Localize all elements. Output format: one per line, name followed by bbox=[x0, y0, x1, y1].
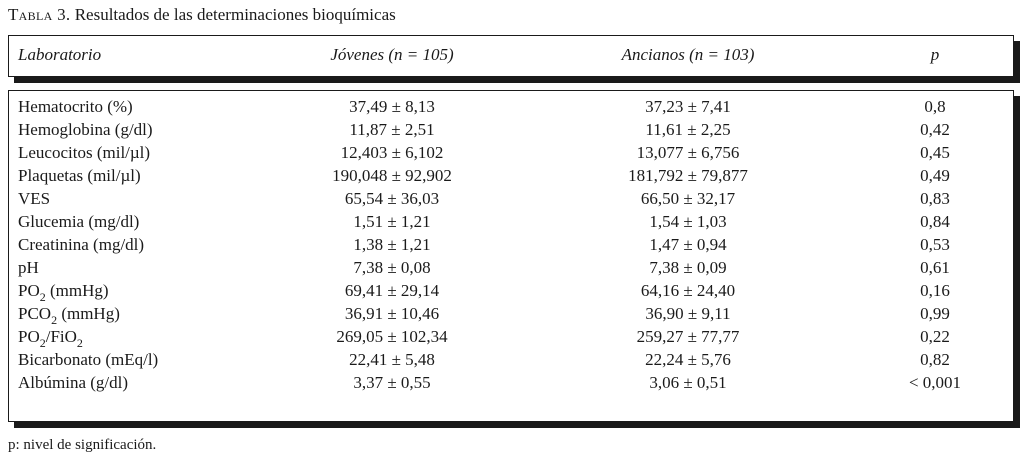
value-ancianos: 22,24 ± 5,76 bbox=[645, 350, 731, 369]
table-footnote: p: nivel de significación. bbox=[8, 437, 157, 453]
table-rows bbox=[9, 96, 1013, 395]
header-p: p bbox=[930, 45, 940, 64]
row-label-part: PO bbox=[18, 281, 40, 300]
value-ancianos: 1,54 ± 1,03 bbox=[649, 212, 727, 231]
row-label: Creatinina (mg/dl) bbox=[18, 235, 145, 254]
value-p: 0,45 bbox=[920, 143, 950, 162]
table-body bbox=[8, 90, 1014, 422]
value-ancianos: 36,90 ± 9,11 bbox=[645, 304, 731, 323]
value-p: 0,16 bbox=[920, 281, 950, 300]
table-row bbox=[9, 326, 1013, 349]
value-jovenes: 12,403 ± 6,102 bbox=[340, 143, 444, 162]
row-label bbox=[18, 303, 120, 325]
header-ancianos: Ancianos (n = 103) bbox=[621, 45, 755, 64]
header-jovenes: Jóvenes (n = 105) bbox=[330, 45, 454, 64]
subscript: 2 bbox=[39, 290, 46, 304]
subscript: 2 bbox=[51, 313, 58, 327]
table-row bbox=[9, 142, 1013, 165]
row-label-part: /FiO bbox=[45, 327, 77, 346]
value-p: 0,53 bbox=[920, 235, 950, 254]
value-ancianos: 13,077 ± 6,756 bbox=[636, 143, 740, 162]
table-row bbox=[9, 280, 1013, 303]
row-label-part: PO bbox=[18, 327, 40, 346]
value-p: 0,22 bbox=[920, 327, 950, 346]
table-row bbox=[9, 119, 1013, 142]
value-jovenes: 269,05 ± 102,34 bbox=[336, 327, 448, 346]
table-row bbox=[9, 96, 1013, 119]
subscript: 2 bbox=[39, 336, 46, 350]
row-label-part: (mmHg) bbox=[57, 304, 120, 323]
value-ancianos: 7,38 ± 0,09 bbox=[649, 258, 727, 277]
row-label: Glucemia (mg/dl) bbox=[18, 212, 140, 231]
row-label: Hemoglobina (g/dl) bbox=[18, 120, 153, 139]
value-p: 0,42 bbox=[920, 120, 950, 139]
value-p: 0,8 bbox=[924, 97, 946, 116]
value-jovenes: 1,51 ± 1,21 bbox=[353, 212, 431, 231]
header-laboratorio: Laboratorio bbox=[18, 45, 102, 64]
value-jovenes: 37,49 ± 8,13 bbox=[349, 97, 435, 116]
row-label bbox=[18, 326, 83, 348]
row-label: Bicarbonato (mEq/l) bbox=[18, 350, 159, 369]
table-row bbox=[9, 303, 1013, 326]
row-label-part: (mmHg) bbox=[45, 281, 109, 300]
table-row bbox=[9, 211, 1013, 234]
row-label: pH bbox=[18, 258, 39, 277]
value-p: 0,61 bbox=[920, 258, 950, 277]
table-row bbox=[9, 257, 1013, 280]
row-label-part: PCO bbox=[18, 304, 52, 323]
value-ancianos: 1,47 ± 0,94 bbox=[649, 235, 727, 254]
value-ancianos: 3,06 ± 0,51 bbox=[649, 373, 727, 392]
table-row bbox=[9, 349, 1013, 372]
value-ancianos: 66,50 ± 32,17 bbox=[640, 189, 736, 208]
value-p: < 0,001 bbox=[908, 373, 962, 392]
value-jovenes: 69,41 ± 29,14 bbox=[344, 281, 440, 300]
value-jovenes: 11,87 ± 2,51 bbox=[349, 120, 435, 139]
row-label: Hematocrito (%) bbox=[18, 97, 133, 116]
table-header bbox=[8, 35, 1014, 77]
row-label: Albúmina (g/dl) bbox=[18, 373, 129, 392]
value-ancianos: 37,23 ± 7,41 bbox=[645, 97, 731, 116]
row-label: Leucocitos (mil/µl) bbox=[18, 143, 151, 162]
table-row bbox=[9, 188, 1013, 211]
value-p: 0,83 bbox=[920, 189, 950, 208]
value-p: 0,49 bbox=[920, 166, 950, 185]
value-p: 0,84 bbox=[920, 212, 950, 231]
value-jovenes: 3,37 ± 0,55 bbox=[353, 373, 431, 392]
value-p: 0,99 bbox=[920, 304, 950, 323]
value-jovenes: 1,38 ± 1,21 bbox=[353, 235, 431, 254]
value-jovenes: 7,38 ± 0,08 bbox=[353, 258, 431, 277]
row-label: Plaquetas (mil/µl) bbox=[18, 166, 141, 185]
table-title: Resultados de las determinaciones bioquímicas bbox=[74, 5, 396, 24]
value-p: 0,82 bbox=[920, 350, 950, 369]
row-label: VES bbox=[18, 189, 51, 208]
table-number: Tabla 3. bbox=[8, 5, 71, 24]
table-row bbox=[9, 234, 1013, 257]
value-jovenes: 22,41 ± 5,48 bbox=[349, 350, 435, 369]
table-row bbox=[9, 165, 1013, 188]
value-jovenes: 190,048 ± 92,902 bbox=[332, 166, 452, 185]
value-jovenes: 65,54 ± 36,03 bbox=[344, 189, 440, 208]
table-caption bbox=[8, 4, 396, 26]
table-row bbox=[9, 372, 1013, 395]
value-ancianos: 64,16 ± 24,40 bbox=[640, 281, 736, 300]
value-jovenes: 36,91 ± 10,46 bbox=[344, 304, 440, 323]
value-ancianos: 259,27 ± 77,77 bbox=[636, 327, 740, 346]
value-ancianos: 181,792 ± 79,877 bbox=[628, 166, 748, 185]
row-label bbox=[18, 280, 109, 302]
value-ancianos: 11,61 ± 2,25 bbox=[645, 120, 731, 139]
subscript: 2 bbox=[76, 336, 83, 350]
